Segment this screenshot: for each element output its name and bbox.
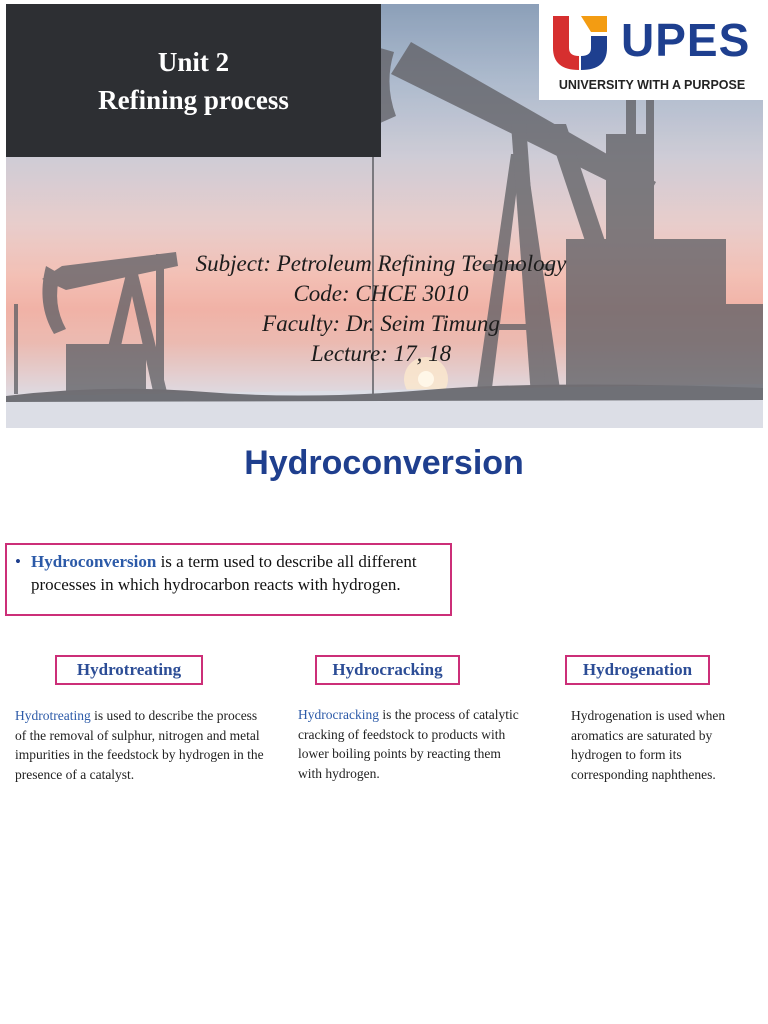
definition-term: Hydroconversion: [31, 552, 157, 571]
logo-tagline: UNIVERSITY WITH A PURPOSE: [558, 78, 746, 92]
faculty-line: Faculty: Dr. Seim Timung: [262, 311, 500, 336]
upes-logo-icon: [547, 10, 613, 74]
hydrotreating-text: is used to describe the process of the removal of sulphur, nitrogen and metal impurities in the feedstock by hydrogen in the presence of a catalyst.: [15, 708, 264, 782]
hydrotreating-label: Hydrotreating: [55, 655, 203, 685]
subject-line: Subject: Petroleum Refining Technology: [195, 251, 567, 276]
slide-heading: Hydroconversion: [244, 444, 524, 482]
hydrocracking-label: Hydrocracking: [315, 655, 460, 685]
hydrocracking-term: Hydrocracking: [298, 707, 379, 722]
code-line: Code: CHCE 3010: [293, 281, 469, 306]
unit-title-box: [6, 4, 381, 157]
hydrogenation-description: [571, 706, 761, 784]
hydrotreating-term: Hydrotreating: [15, 708, 91, 723]
hydrogenation-text: Hydrogenation is used when aromatics are saturated by hydrogen to form its corresponding naphthenes.: [571, 708, 726, 782]
lecture-line: Lecture: 17, 18: [310, 341, 452, 366]
hydrotreating-description: [15, 706, 265, 784]
title-slide: [6, 4, 763, 428]
hydrocracking-text: is the process of catalytic cracking of feedstock to products with lower boiling points by reacting them with hydrogen.: [298, 707, 519, 781]
definition-box: [5, 543, 452, 616]
hydrocracking-description: [298, 705, 523, 783]
logo-wordmark: UPES: [621, 14, 751, 66]
upes-logo: [539, 4, 763, 100]
bullet-icon: •: [15, 552, 21, 571]
unit-subtitle: Refining process: [98, 84, 289, 115]
unit-title: Unit 2: [157, 46, 230, 77]
definition-text: is a term used to describe all different processes in which hydrocarbon reacts with hydrogen.: [31, 552, 417, 594]
course-info: [146, 249, 616, 369]
hydrogenation-label: Hydrogenation: [565, 655, 710, 685]
